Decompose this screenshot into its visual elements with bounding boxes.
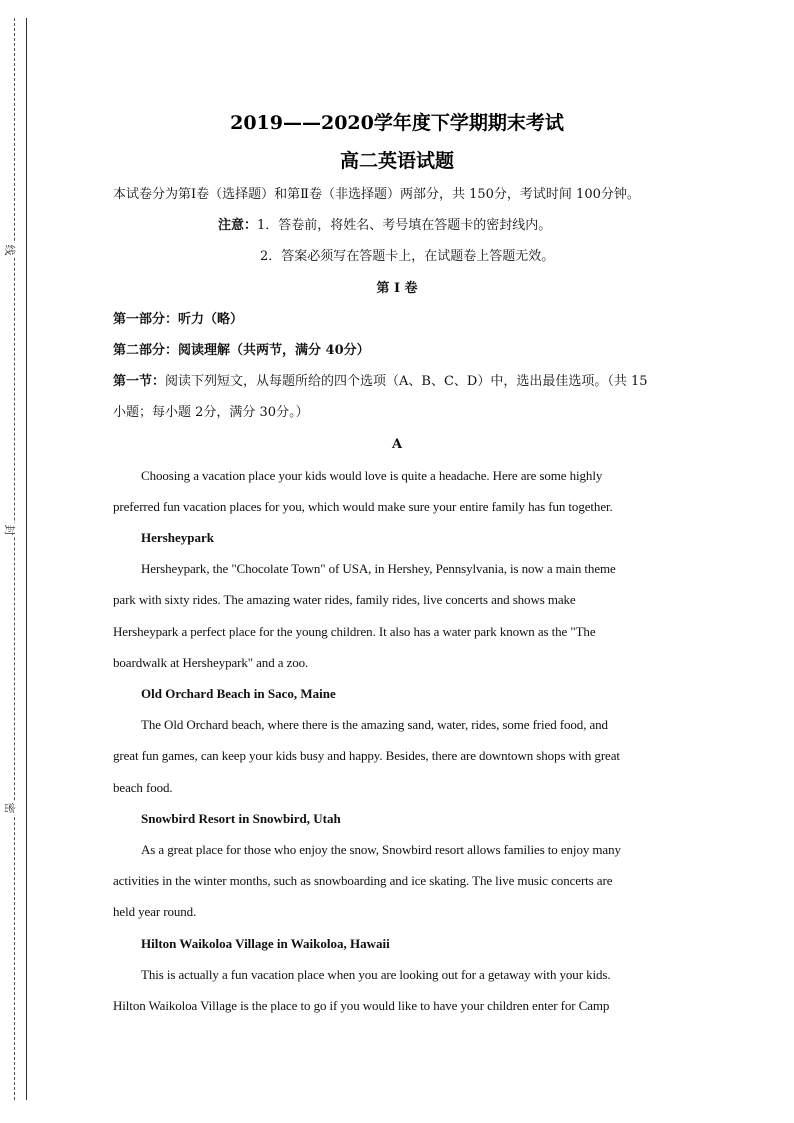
- binding-char-mi: 密: [3, 802, 16, 814]
- passage-line: Hersheypark a perfect place for the young children. It also has a water park known as the "The: [113, 624, 596, 639]
- volume-heading: 第 Ⅰ 卷: [376, 281, 418, 296]
- passage-line: beach food.: [113, 780, 173, 795]
- passage-line: As a great place for those who enjoy the snow, Snowbird resort allows families to enjoy many: [141, 842, 621, 857]
- passage-line: boardwalk at Hersheypark" and a zoo.: [113, 655, 309, 670]
- section-one-text-1: 阅读下列短文，从每题所给的四个选项（A、B、C、D）中，选出最佳选项。（共 15: [165, 374, 648, 389]
- passage-line: This is actually a fun vacation place when you are looking out for a getaway with your kids.: [141, 967, 611, 982]
- passage-line: Hersheypark, the "Chocolate Town" of USA, in Hershey, Pennsylvania, is now a main theme: [141, 561, 616, 576]
- passage-line: Hilton Waikoloa Village is the place to go if you would like to have your children enter for Camp: [113, 998, 610, 1013]
- section-one-label: 第一节：: [113, 374, 166, 389]
- passage-line: activities in the winter months, such as snowboarding and ice skating. The live music concerts are: [113, 873, 613, 888]
- section-one-line-2: 小题；每小题 2分，满分 30分。）: [113, 405, 309, 420]
- passage-line: park with sixty rides. The amazing water rides, family rides, live concerts and shows make: [113, 592, 576, 607]
- part-one-text: 听力（略）: [178, 312, 244, 327]
- binding-char-xian: 线: [3, 244, 16, 256]
- note-label: 注意：: [218, 218, 258, 233]
- part-two-text: 阅读理解（共两节，满分 40分）: [178, 343, 370, 358]
- section-heading-hersheypark: Hersheypark: [141, 530, 214, 545]
- passage-line: held year round.: [113, 904, 197, 919]
- passage-letter: A: [391, 437, 403, 452]
- binding-solid-line: [26, 18, 27, 1100]
- intro-line: 本试卷分为第Ⅰ卷（选择题）和第Ⅱ卷（非选择题）两部分，共 150分，考试时间 100分钟。: [113, 187, 640, 202]
- passage-line: great fun games, can keep your kids busy and happy. Besides, there are downtown shops with great: [113, 748, 620, 763]
- note-text-1: 1．答卷前，将姓名、考号填在答题卡的密封线内。: [257, 218, 552, 233]
- part-two-label: 第二部分：: [113, 343, 179, 358]
- binding-char-feng: 封: [3, 524, 16, 536]
- exam-title: 2019——2020学年度下学期期末考试: [230, 112, 564, 134]
- part-one-heading: [113, 312, 243, 328]
- section-one-line-1: [113, 374, 648, 390]
- binding-dashed-line: [14, 18, 15, 1100]
- passage-line: preferred fun vacation places for you, which would make sure your entire family has fun together.: [113, 499, 613, 514]
- part-two-heading: [113, 343, 370, 359]
- note-line-2: 2．答案必须写在答题卡上，在试题卷上答题无效。: [260, 249, 555, 264]
- section-heading-old-orchard: Old Orchard Beach in Saco, Maine: [141, 686, 336, 701]
- passage-line: Choosing a vacation place your kids would love is quite a headache. Here are some highly: [141, 468, 603, 483]
- note-line-1: [218, 218, 551, 234]
- exam-subtitle: 高二英语试题: [339, 150, 454, 172]
- passage-line: The Old Orchard beach, where there is the amazing sand, water, rides, some fried food, and: [141, 717, 608, 732]
- part-one-label: 第一部分：: [113, 312, 179, 327]
- section-heading-hilton: Hilton Waikoloa Village in Waikoloa, Hawaii: [141, 936, 390, 951]
- section-heading-snowbird: Snowbird Resort in Snowbird, Utah: [141, 811, 341, 826]
